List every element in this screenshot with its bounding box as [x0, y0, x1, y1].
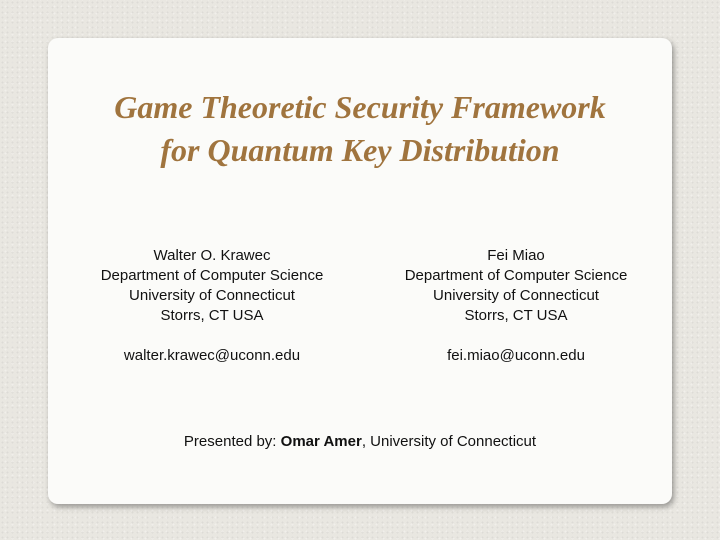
- author-block-krawec: [62, 246, 362, 366]
- author-location: Storrs, CT USA: [160, 307, 264, 324]
- author-university: University of Connecticut: [129, 287, 295, 304]
- slide-title: [48, 86, 672, 172]
- presenter-name: Omar Amer: [280, 433, 362, 450]
- presenter-prefix: Presented by:: [183, 433, 281, 450]
- author-name: Walter O. Krawec: [153, 247, 271, 264]
- presenter-line: [48, 432, 672, 452]
- presenter-affiliation: , University of Connecticut: [361, 433, 537, 450]
- title-line-2: for Quantum Key Distribution: [160, 132, 560, 168]
- author-block-miao: [366, 246, 666, 366]
- author-department: Department of Computer Science: [404, 267, 628, 284]
- slide-card: [48, 38, 672, 504]
- author-email: walter.krawec@uconn.edu: [123, 347, 301, 364]
- author-university: University of Connecticut: [433, 287, 599, 304]
- author-email: fei.miao@uconn.edu: [447, 347, 585, 364]
- author-name: Fei Miao: [487, 247, 545, 264]
- author-department: Department of Computer Science: [100, 267, 324, 284]
- title-line-1: Game Theoretic Security Framework: [114, 89, 606, 125]
- author-location: Storrs, CT USA: [464, 307, 568, 324]
